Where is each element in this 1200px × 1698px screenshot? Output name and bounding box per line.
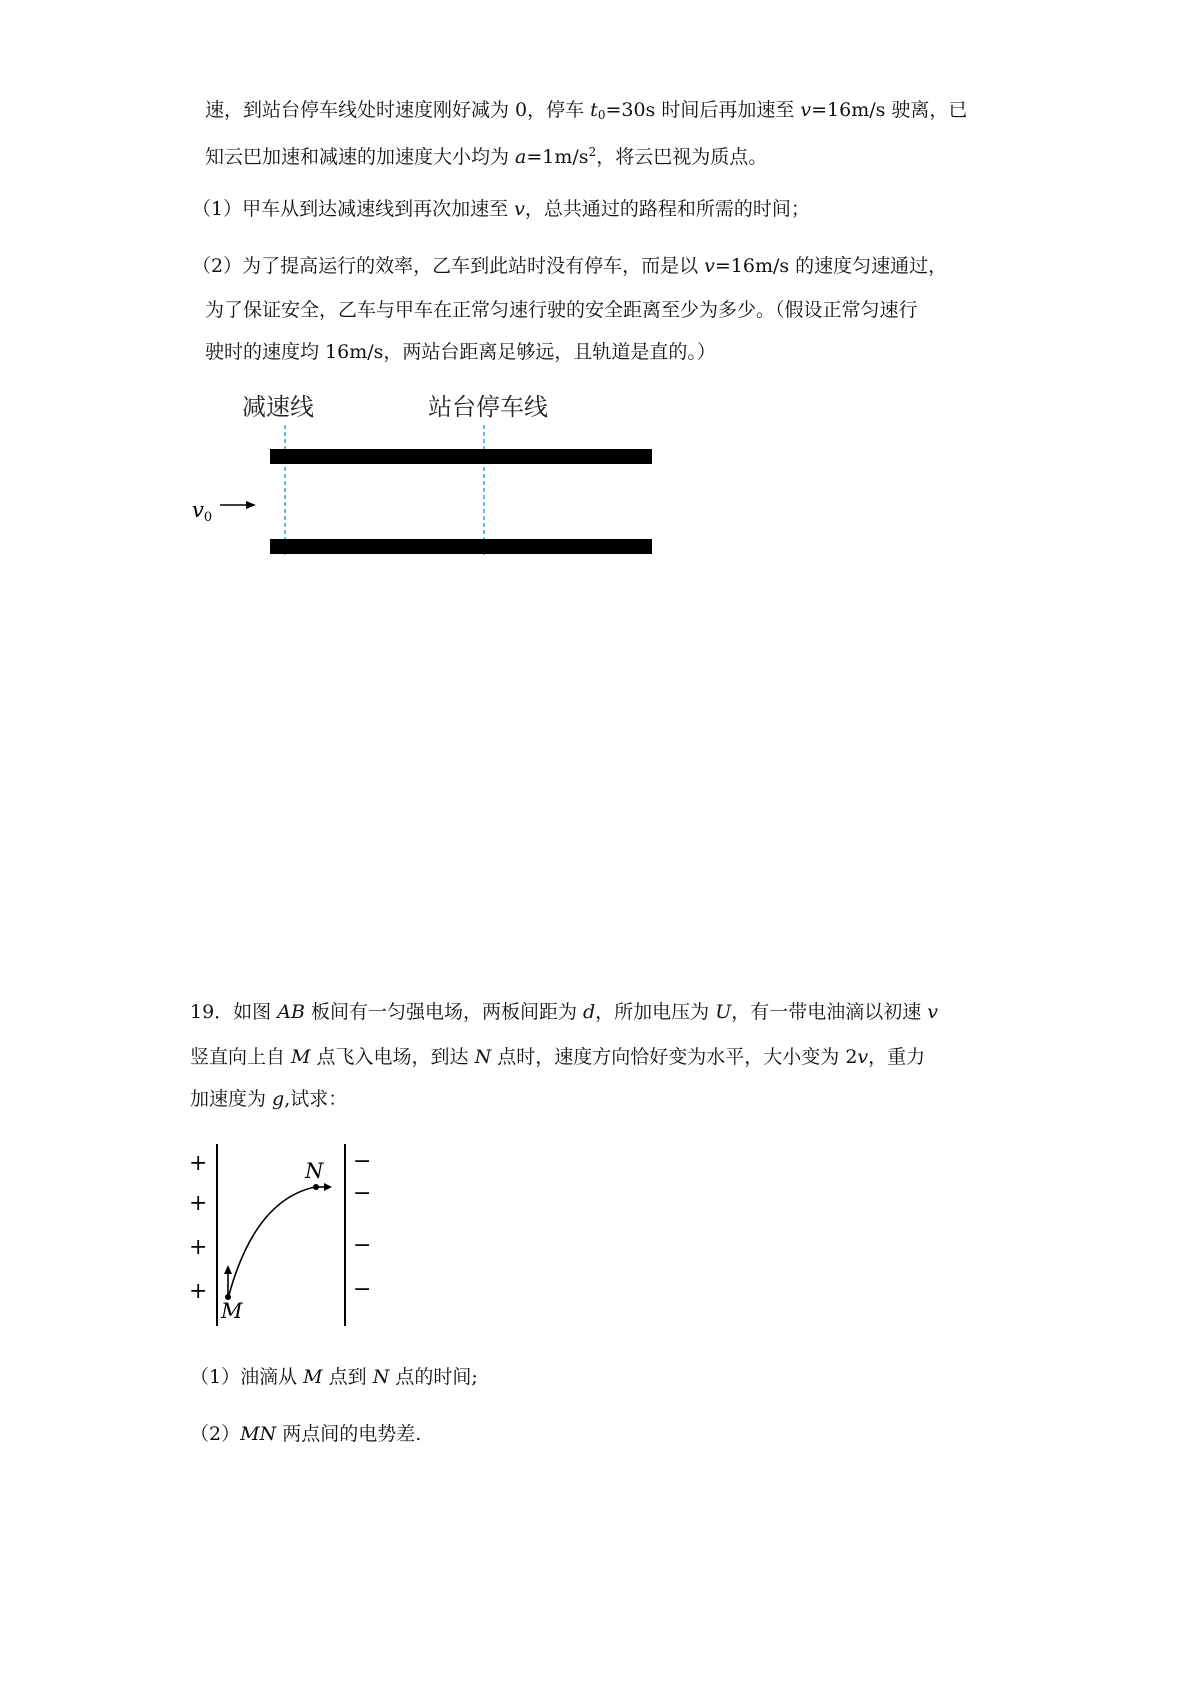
plus-signs (189, 1151, 207, 1304)
q18-part-2-line-3: 驶时的速度均 16m/s，两站台距离足够远，且轨道是直的。） (205, 341, 716, 363)
track-diagram (180, 425, 700, 555)
velocity-n-arrow-head (324, 1183, 332, 1191)
v0-label: v0 (192, 498, 213, 525)
q19-text-line-1: 19．如图 AB 板间有一匀强电场，两板间距为 d，所加电压为 U，有一带电油滴以初速 v (190, 1001, 939, 1023)
minus-sign: − (353, 1233, 372, 1258)
plates-diagram (185, 1140, 405, 1330)
q19-text-line-2: 竖直向上自 M 点飞入电场，到达 N 点时，速度方向恰好变为水平，大小变为 2v，重力 (190, 1046, 926, 1068)
lower-rail (270, 539, 652, 554)
oil-drop-trajectory (229, 1187, 315, 1295)
deceleration-line-label: 减速线 (242, 393, 314, 421)
label-m: M (221, 1299, 243, 1323)
minus-signs (353, 1149, 371, 1302)
q18-part-2-line-2: 为了保证安全，乙车与甲车在正常匀速行驶的安全距离至少为多少。（假设正常匀速行 (205, 299, 918, 321)
q19-part-2: （2）MN 两点间的电势差. (190, 1423, 422, 1445)
plus-sign: + (189, 1191, 208, 1216)
minus-sign: − (353, 1181, 372, 1206)
minus-sign: − (353, 1149, 372, 1174)
q19-text-line-3: 加速度为 g,试求： (190, 1088, 348, 1110)
velocity-m-arrow-head (224, 1265, 232, 1274)
velocity-arrow-head (246, 501, 256, 509)
label-n: N (305, 1159, 324, 1183)
plus-sign: + (189, 1279, 208, 1304)
plus-sign: + (189, 1151, 208, 1176)
minus-sign: − (353, 1277, 372, 1302)
q18-text-line-1: 速，到站台停车线处时速度刚好减为 0，停车 $t_0=30s$ 时间后再加速至 v=16m/s 驶离，已 (205, 99, 968, 122)
q19-part-1: （1）油滴从 M 点到 N 点的时间; (190, 1366, 478, 1388)
q18-text-line-2: 知云巴加速和减速的加速度大小均为 $a=1m/s^2$，将云巴视为质点。 (205, 145, 768, 168)
q18-part-2-line-1: （2）为了提高运行的效率，乙车到此站时没有停车，而是以 v=16m/s 的速度匀速通过， (192, 255, 948, 277)
upper-rail (270, 449, 652, 464)
plus-sign: + (189, 1235, 208, 1260)
station-stop-line-label: 站台停车线 (428, 393, 548, 421)
q18-part-1: （1）甲车从到达减速线到再次加速至 v，总共通过的路程和所需的时间； (192, 198, 810, 220)
